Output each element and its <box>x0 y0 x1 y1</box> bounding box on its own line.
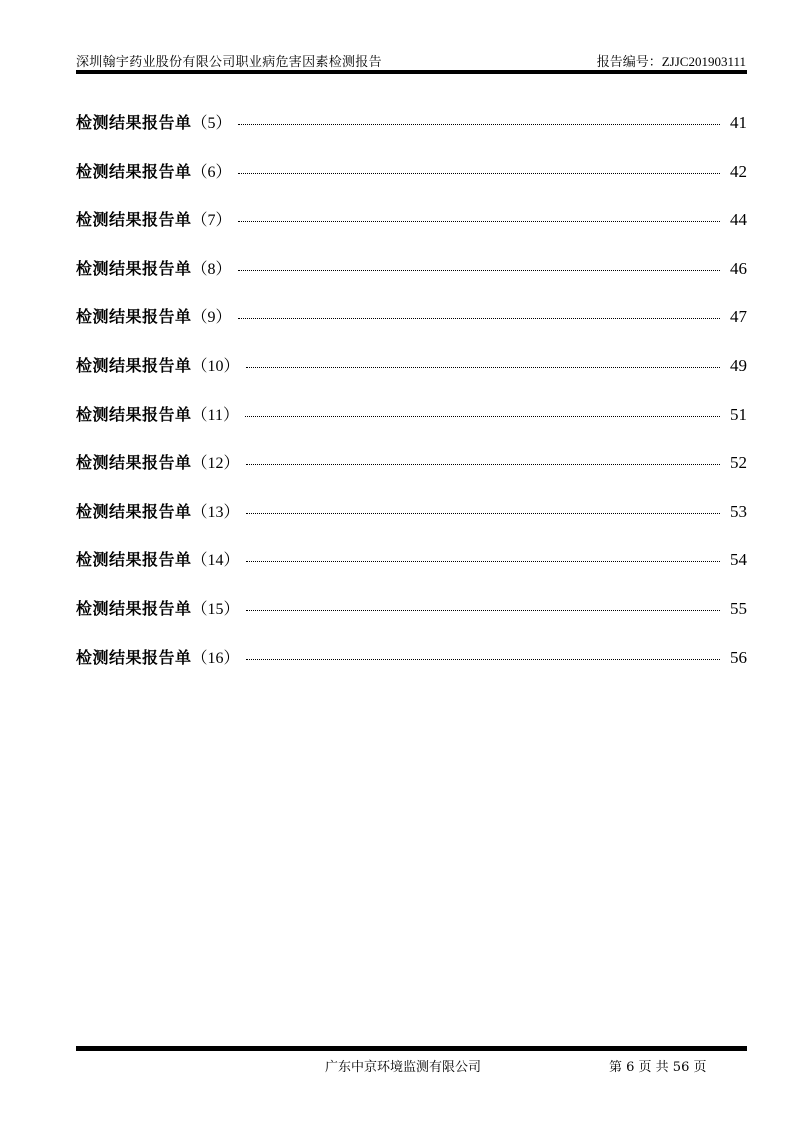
toc-dot-leader <box>245 416 720 417</box>
toc-entry-close-paren: ） <box>223 550 240 570</box>
toc-entry-number: 15 <box>207 600 224 618</box>
toc-entry-label: 检测结果报告单 <box>76 453 192 473</box>
toc-entry-label: 检测结果报告单 <box>76 598 192 618</box>
toc-entry-label: 检测结果报告单 <box>76 307 192 327</box>
footer-company: 广东中京环境监测有限公司 <box>325 1060 482 1075</box>
toc-entry-number: 10 <box>207 357 224 375</box>
toc-entry-page-number: 47 <box>730 307 747 327</box>
toc-entry-open-paren: （ <box>191 355 208 375</box>
toc-entry-open-paren: （ <box>191 404 208 424</box>
toc-entry-label: 检测结果报告单 <box>76 210 192 230</box>
toc-entry-close-paren: ） <box>222 404 239 424</box>
toc-entry-page-number: 42 <box>730 161 747 181</box>
toc-entry-label: 检测结果报告单 <box>76 161 192 181</box>
toc-entry-close-paren: ） <box>223 647 240 667</box>
toc-dot-leader <box>246 610 720 611</box>
toc-entry[interactable] <box>76 547 747 596</box>
page-footer <box>76 1054 747 1076</box>
toc-entry[interactable] <box>76 499 747 548</box>
toc-entry-page-number: 53 <box>730 501 747 521</box>
toc-entry-label: 检测结果报告单 <box>76 355 192 375</box>
report-number <box>597 51 746 70</box>
toc-entry[interactable] <box>76 207 747 256</box>
toc-dot-leader <box>238 221 720 222</box>
toc-entry-number: 11 <box>207 406 223 424</box>
toc-dot-leader <box>246 464 720 465</box>
toc-entry-close-paren: ） <box>215 258 232 278</box>
toc-entry-number: 14 <box>207 552 224 570</box>
toc-entry[interactable] <box>76 304 747 353</box>
toc-entry-page-number: 55 <box>730 598 747 618</box>
toc-entry-number: 9 <box>207 309 216 327</box>
header-rule <box>76 70 747 74</box>
toc-entry-close-paren: ） <box>215 161 232 181</box>
toc-dot-leader <box>246 367 720 368</box>
toc-dot-leader <box>238 173 720 174</box>
toc-entry-close-paren: ） <box>223 453 240 473</box>
toc-entry-number: 13 <box>207 503 224 521</box>
toc-entry-number: 8 <box>207 260 216 278</box>
toc-entry-open-paren: （ <box>191 501 208 521</box>
toc-entry-open-paren: （ <box>191 258 208 278</box>
toc-entry-close-paren: ） <box>215 210 232 230</box>
toc-entry-label: 检测结果报告单 <box>76 647 192 667</box>
toc-entry-close-paren: ） <box>215 113 232 132</box>
toc-entry-number: 7 <box>207 212 216 230</box>
toc-entry[interactable] <box>76 450 747 499</box>
toc-entry-page-number: 46 <box>730 258 747 278</box>
toc-entry-label: 检测结果报告单 <box>76 404 192 424</box>
toc-entry-open-paren: （ <box>191 113 208 132</box>
toc-dot-leader <box>238 270 720 271</box>
toc-entry-page-number: 49 <box>730 355 747 375</box>
toc-entry-open-paren: （ <box>191 598 208 618</box>
toc-entry-close-paren: ） <box>223 501 240 521</box>
toc-entry-page-number: 54 <box>730 550 747 570</box>
toc-entry-label: 检测结果报告单 <box>76 550 192 570</box>
report-number-label: 报告编号： <box>596 55 662 70</box>
table-of-contents <box>76 110 747 693</box>
toc-entry[interactable] <box>76 645 747 694</box>
toc-dot-leader <box>238 124 720 125</box>
toc-entry-number: 6 <box>207 163 216 181</box>
toc-entry-close-paren: ） <box>215 307 232 327</box>
toc-entry[interactable] <box>76 159 747 208</box>
toc-entry-number: 16 <box>207 649 224 667</box>
toc-entry-page-number: 51 <box>730 404 747 424</box>
toc-entry-page-number: 41 <box>730 113 747 132</box>
toc-dot-leader <box>246 659 720 660</box>
toc-entry[interactable] <box>76 402 747 451</box>
toc-entry[interactable] <box>76 596 747 645</box>
toc-entry-number: 12 <box>207 455 224 473</box>
toc-entry-page-number: 56 <box>730 647 747 667</box>
toc-entry[interactable] <box>76 353 747 402</box>
toc-entry-close-paren: ） <box>223 355 240 375</box>
toc-entry-open-paren: （ <box>191 161 208 181</box>
footer-pagination: 第 6 页 共 56 页 <box>609 1060 707 1075</box>
toc-entry-number: 5 <box>207 115 216 132</box>
toc-entry-close-paren: ） <box>223 598 240 618</box>
toc-entry-label: 检测结果报告单 <box>76 113 192 132</box>
footer-rule <box>76 1046 747 1051</box>
toc-entry-page-number: 52 <box>730 453 747 473</box>
toc-entry-page-number: 44 <box>730 210 747 230</box>
toc-dot-leader <box>246 561 720 562</box>
toc-entry[interactable] <box>76 110 747 159</box>
toc-entry-label: 检测结果报告单 <box>76 501 192 521</box>
toc-entry[interactable] <box>76 256 747 305</box>
toc-dot-leader <box>238 318 720 319</box>
toc-entry-label: 检测结果报告单 <box>76 258 192 278</box>
toc-entry-open-paren: （ <box>191 453 208 473</box>
toc-entry-open-paren: （ <box>191 550 208 570</box>
report-title: 深圳翰宇药业股份有限公司职业病危害因素检测报告 <box>76 55 382 70</box>
toc-entry-open-paren: （ <box>191 307 208 327</box>
toc-entry-open-paren: （ <box>191 210 208 230</box>
toc-entry-open-paren: （ <box>191 647 208 667</box>
report-number-value: ZJJC201903111 <box>661 54 746 69</box>
toc-dot-leader <box>246 513 720 514</box>
page-header <box>76 49 746 69</box>
